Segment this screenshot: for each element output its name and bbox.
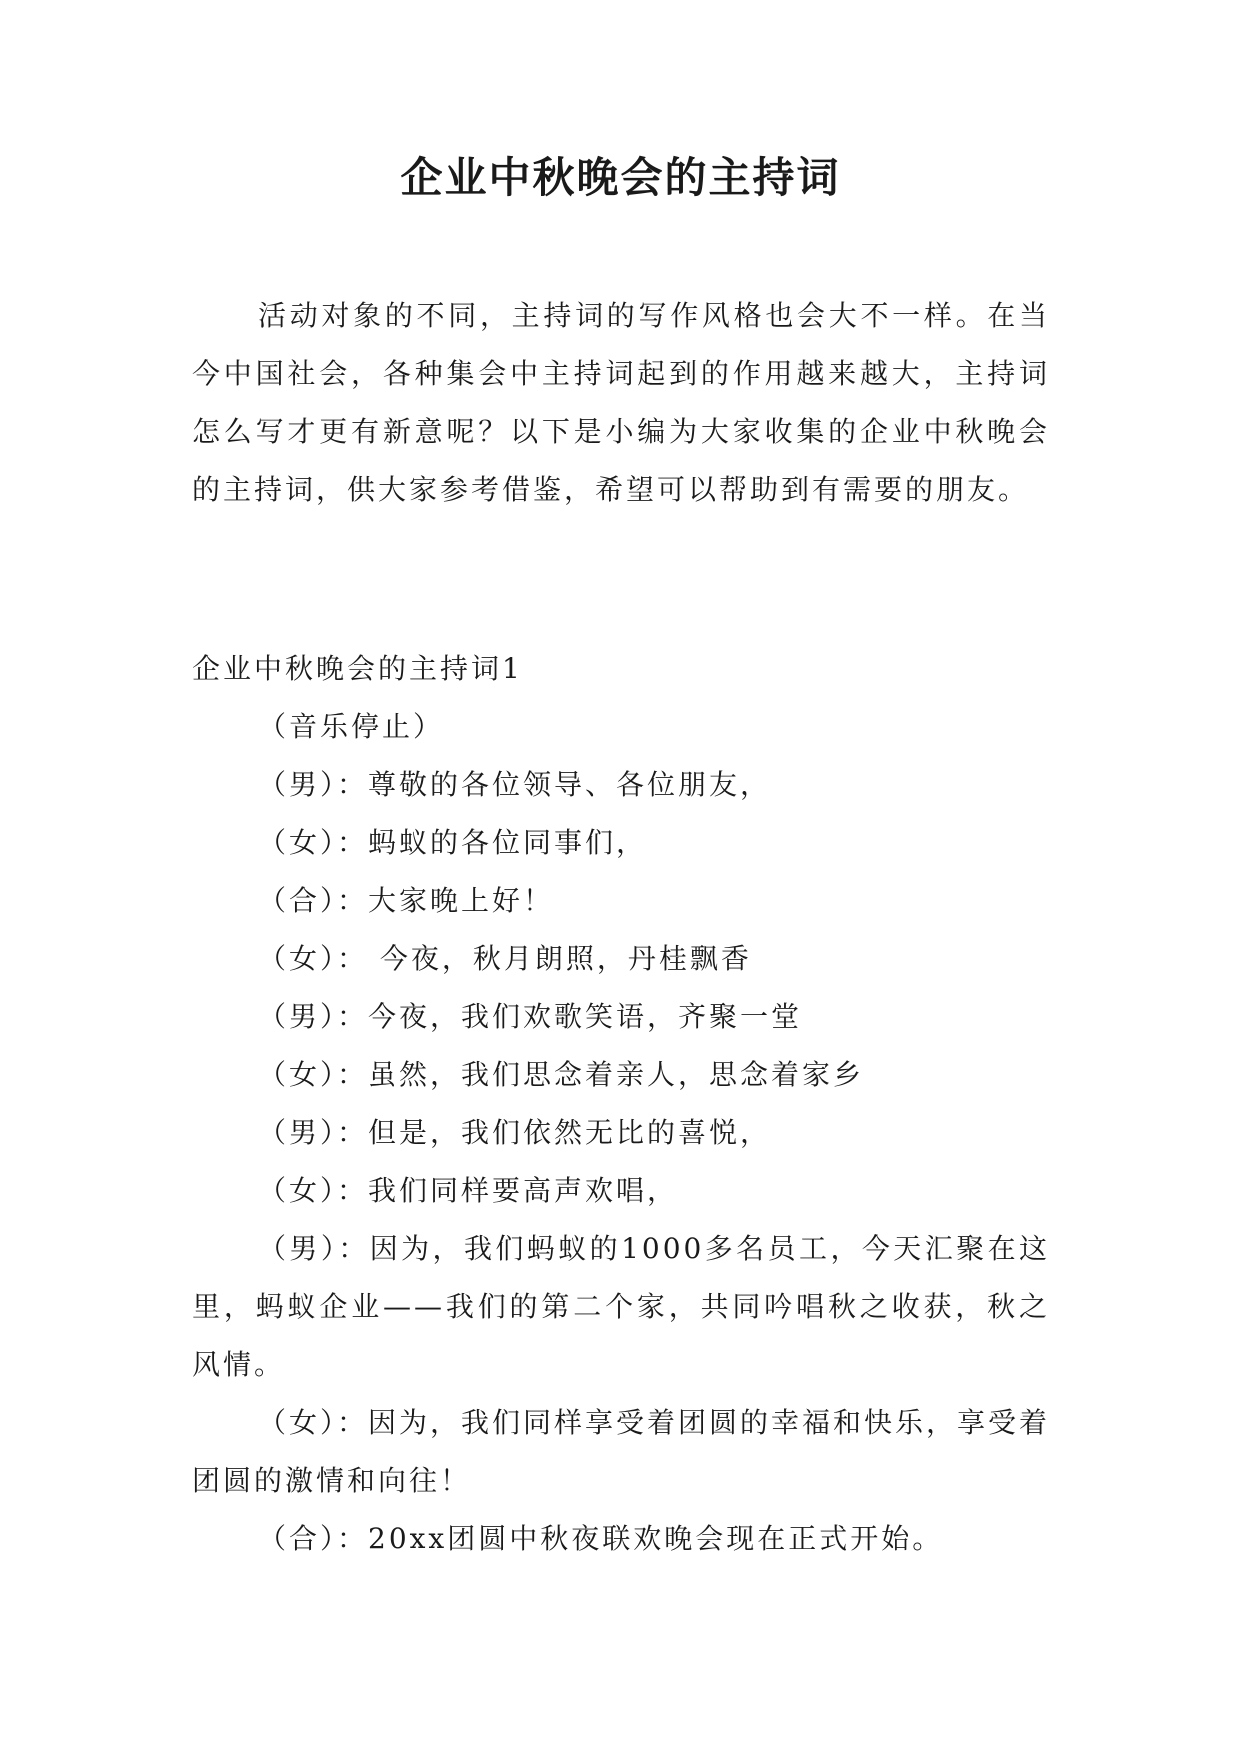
- script-body: [192, 640, 1050, 1568]
- script-line: （合）：大家晚上好！: [258, 884, 555, 917]
- script-line: （女）：因为，我们同样享受着团圆的幸福和快乐，享受着团圆的激情和向往！: [192, 1406, 1051, 1497]
- script-line: （女）：虽然，我们思念着亲人，思念着家乡: [258, 1058, 865, 1091]
- script-line: （女）： 今夜，秋月朗照，丹桂飘香: [258, 942, 752, 975]
- script-line: （音乐停止）: [258, 710, 445, 743]
- intro-paragraph: 活动对象的不同，主持词的写作风格也会大不一样。在当今中国社会，各种集会中主持词起到的作用越来越大，主持词怎么写才更有新意呢？以下是小编为大家收集的企业中秋晚会的主持词，供大家参考借鉴，希望可以帮助到有需要的朋友。: [192, 299, 1050, 506]
- script-line: （男）：今夜，我们欢歌笑语，齐聚一堂: [258, 1000, 803, 1033]
- script-line: （女）：蚂蚁的各位同事们，: [258, 826, 648, 859]
- script-line: （合）：20xx团圆中秋夜联欢晚会现在正式开始。: [258, 1522, 944, 1555]
- script-line: （男）：因为，我们蚂蚁的1000多名员工，今天汇聚在这里，蚂蚁企业——我们的第二个家，共同吟唱秋之收获，秋之风情。: [192, 1232, 1050, 1381]
- script-line: （男）：但是，我们依然无比的喜悦，: [258, 1116, 772, 1149]
- script-line: （女）：我们同样要高声欢唱，: [258, 1174, 679, 1207]
- document-title: 企业中秋晚会的主持词: [400, 153, 841, 202]
- script-line: （男）：尊敬的各位领导、各位朋友，: [258, 768, 772, 801]
- section-heading: 企业中秋晚会的主持词1: [192, 652, 523, 685]
